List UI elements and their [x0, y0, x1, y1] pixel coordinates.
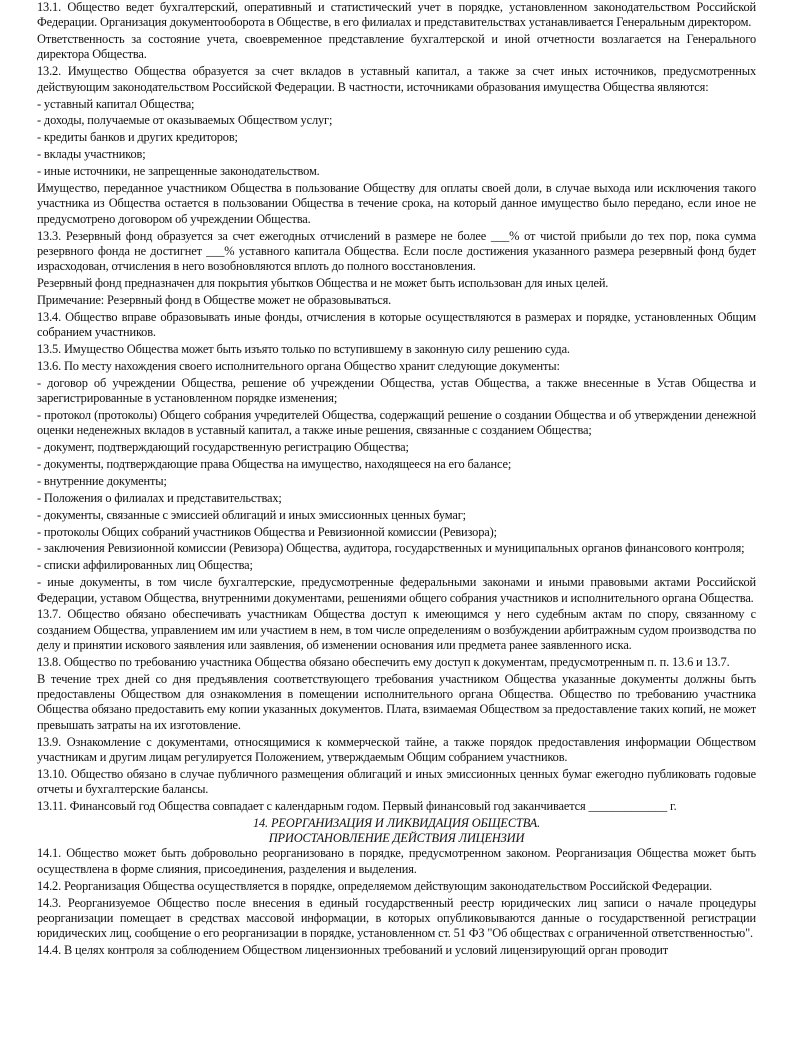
paragraph: 14.4. В целях контроля за соблюдением Обществом лицензионных требований и условий лицензирующий орган проводит: [37, 943, 669, 957]
paragraph: 13.1. Общество ведет бухгалтерский, оперативный и статистический учет в порядке, установленном законодательством Российской Федерации. Организация документооборота в Обществе, в его филиалах и представительствах устанавливается Генеральным директором.: [37, 0, 756, 30]
list-item: - Положения о филиалах и представительствах;: [37, 490, 282, 505]
section-heading: 14. РЕОРГАНИЗАЦИЯ И ЛИКВИДАЦИЯ ОБЩЕСТВА.: [252, 815, 541, 830]
list-item: - заключения Ревизионной комиссии (Ревизора) Общества, аудитора, государственных и муниципальных органов финансового контроля;: [37, 541, 745, 556]
list-item: - договор об учреждении Общества, решение об учреждении Общества, устав Общества, а также внесенные в Устав Общества и зарегистрированные в установленном порядке изменения;: [37, 375, 756, 406]
list-item: - иные документы, в том числе бухгалтерские, предусмотренные федеральными законами и иными правовыми актами Российской Федерации, уставом Общества, внутренними документами, решениями общего собрания участников и исполнительного органа Общества.: [37, 575, 756, 605]
paragraph: 13.2. Имущество Общества образуется за счет вкладов в уставный капитал, а также за счет иных источников, предусмотренных действующим законодательством Российской Федерации. В частности, источниками образования имущества Общества являются:: [37, 64, 756, 94]
list-item: - документы, подтверждающие права Общества на имущество, находящееся на его балансе;: [37, 457, 512, 471]
paragraph: 13.4. Общество вправе образовывать иные фонды, отчисления в которые осуществляются в размерах и порядке, установленных Общим собранием участников.: [37, 309, 756, 340]
paragraph: 13.9. Ознакомление с документами, относящимися к коммерческой тайне, а также порядок предоставления информации Обществом участникам и другим лицам регулируется Положением, утверждаемым Общим собранием участников.: [37, 734, 756, 764]
list-item: - кредиты банков и других кредиторов;: [37, 130, 238, 145]
paragraph: 13.10. Общество обязано в случае публичного размещения облигаций и иных эмиссионных ценных бумаг ежегодно публиковать годовые отчеты и бухгалтерские балансы.: [37, 766, 756, 797]
list-item: - документы, связанные с эмиссией облигаций и иных эмиссионных ценных бумаг;: [37, 507, 466, 522]
paragraph: 13.11. Финансовый год Общества совпадает с календарным годом. Первый финансовый год заканчивается _____________ г.: [37, 798, 677, 813]
list-item: - документ, подтверждающий государственную регистрацию Общества;: [37, 440, 409, 455]
paragraph: 13.6. По месту нахождения своего исполнительного органа Общество хранит следующие документы:: [37, 358, 560, 373]
paragraph: 13.8. Общество по требованию участника Общества обязано обеспечить ему доступ к документам, предусмотренным п. п. 13.6 и 13.7.: [37, 654, 730, 669]
paragraph: 13.7. Общество обязано обеспечивать участникам Общества доступ к имеющимся у него судебным актам по спору, связанному с созданием Общества, управлением им или участием в нем, в том числе определениям о возбуждении арбитражным судом производства по делу и принятии искового заявления или заявления, об изменении основания или предмета ранее заявленного иска.: [37, 607, 756, 653]
paragraph: В течение трех дней со дня предъявления соответствующего требования участником Общества указанные документы должны быть предоставлены Обществом для ознакомления в помещении исполнительного органа Общества. Общество по требованию участника Общества обязано предоставить ему копии указанных документов. Плата, взимаемая Обществом за предоставление таких копий, не может превышать затраты на их изготовление.: [37, 671, 756, 732]
list-item: - иные источники, не запрещенные законодательством.: [37, 164, 320, 179]
list-item: - внутренние документы;: [37, 473, 167, 488]
list-item: - протокол (протоколы) Общего собрания учредителей Общества, содержащий решение о создании Общества и об утверждении денежной оценки неденежных вкладов в уставный капитал, а также иные решения, связанные с созданием Общества;: [37, 407, 756, 438]
document-page: [37, 0, 756, 960]
list-item: - вклады участников;: [37, 147, 146, 162]
paragraph: Ответственность за состояние учета, своевременное представление бухгалтерской и иной отчетности возлагается на Генерального директора Общества.: [37, 32, 756, 62]
list-item: - доходы, получаемые от оказываемых Обществом услуг;: [37, 113, 333, 128]
paragraph: 13.3. Резервный фонд образуется за счет ежегодных отчислений в размере не более ___% от чистой прибыли до тех пор, пока сумма резервного фонда не достигнет ___% уставного капитала Общества. Если после достижения указанного размера резервный фонд будет израсходован, отчисления в него возобновляются вплоть до полного восстановления.: [37, 228, 756, 274]
paragraph: Примечание: Резервный фонд в Обществе может не образовываться.: [37, 292, 392, 307]
list-item: - уставный капитал Общества;: [37, 96, 195, 111]
paragraph: 14.2. Реорганизация Общества осуществляется в порядке, определяемом действующим законодательством Российской Федерации.: [37, 878, 713, 893]
paragraph: 14.1. Общество может быть добровольно реорганизовано в порядке, предусмотренном законом. Реорганизация Общества может быть осуществлена в форме слияния, присоединения, разделения и выделения.: [37, 846, 756, 876]
list-item: - списки аффилированных лиц Общества;: [37, 558, 253, 573]
paragraph: 13.5. Имущество Общества может быть изъято только по вступившему в законную силу решению суда.: [37, 341, 570, 356]
paragraph: Резервный фонд предназначен для покрытия убытков Общества и не может быть использован для иных целей.: [37, 275, 609, 290]
section-heading: ПРИОСТАНОВЛЕНИЕ ДЕЙСТВИЯ ЛИЦЕНЗИИ: [268, 831, 525, 846]
list-item: - протоколы Общих собраний участников Общества и Ревизионной комиссии (Ревизора);: [37, 524, 497, 539]
paragraph: 14.3. Реорганизуемое Общество после внесения в единый государственный реестр юридических лиц записи о начале процедуры реорганизации помещает в средствах массовой информации, в которых опубликовываются данные о государственной регистрации юридических лиц, сообщение о его реорганизации в порядке, установленном ст. 51 ФЗ "Об обществах с ограниченной ответственностью".: [37, 895, 756, 941]
paragraph: Имущество, переданное участником Общества в пользование Обществу для оплаты своей доли, в случае выхода или исключения такого участника из Общества остается в пользовании Общества в течение срока, на который данное имущество было передано, если иное не предусмотрено договором об учреждении Общества.: [37, 181, 756, 226]
